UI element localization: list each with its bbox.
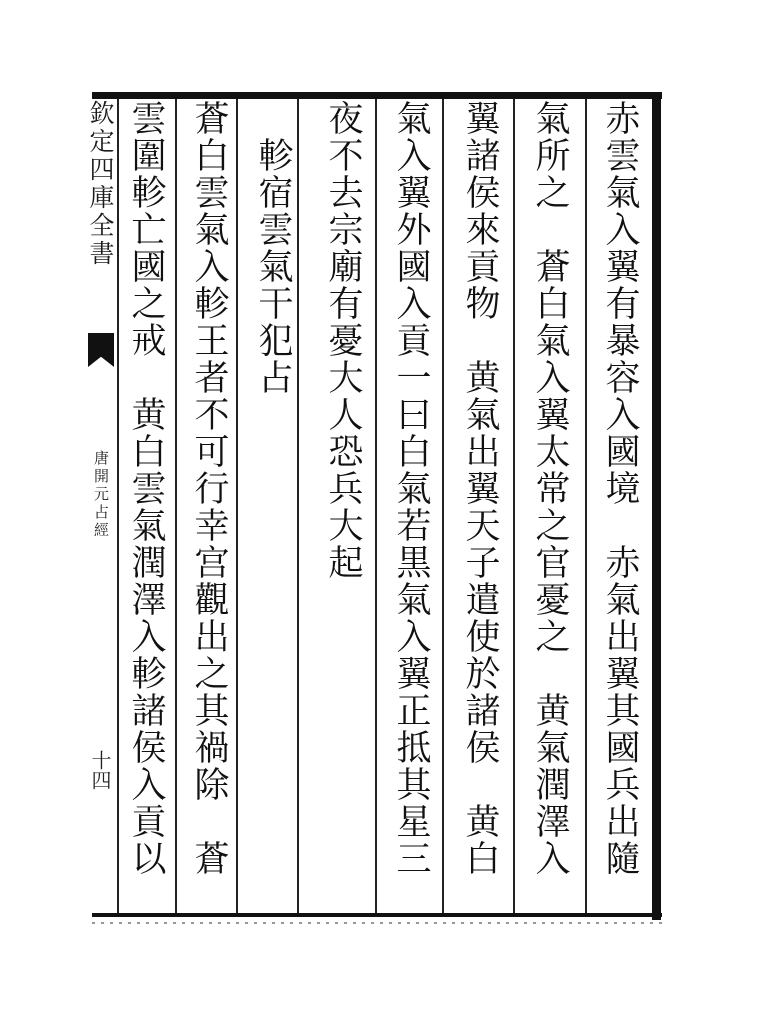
column-rule — [375, 99, 377, 913]
frame-right-border — [652, 92, 661, 920]
text-column-1: 赤雲氣入翼有暴容入國境 赤氣出翼其國兵出隨 — [600, 100, 640, 877]
text-column-5: 夜不去宗廟有憂大人恐兵大起 — [323, 100, 363, 581]
section-heading-column: 軫宿雲氣干犯占 — [253, 100, 293, 396]
text-column-7: 蒼白雲氣入軫王者不可行幸宫觀出之其禍除 蒼 — [189, 100, 229, 877]
fishtail-mark-icon — [88, 333, 114, 367]
column-rule — [175, 99, 177, 913]
frame-bottom-speckle — [92, 922, 662, 924]
column-rule — [236, 99, 238, 913]
frame-top-border — [92, 92, 662, 99]
frame-bottom-border — [92, 913, 662, 917]
column-rule — [513, 99, 515, 913]
margin-page-number: 十四 — [88, 750, 112, 790]
text-column-2: 氣所之 蒼白氣入翼太常之官憂之 黄氣潤澤入 — [530, 100, 570, 877]
text-column-3: 翼諸侯來貢物 黄氣出翼天子遣使於諸侯 黄白 — [460, 100, 500, 877]
text-column-8: 雲圍軫亡國之戒 黄白雲氣潤澤入軫諸侯入貢以 — [126, 100, 166, 877]
margin-book-title: 唐開元占經 — [92, 450, 110, 540]
margin-collection-title: 欽定四庫全書 — [86, 100, 115, 268]
column-rule — [585, 99, 587, 913]
text-column-4: 氣入翼外國入貢一曰白氣若黒氣入翼正抵其星三 — [391, 100, 431, 877]
column-rule — [442, 99, 444, 913]
